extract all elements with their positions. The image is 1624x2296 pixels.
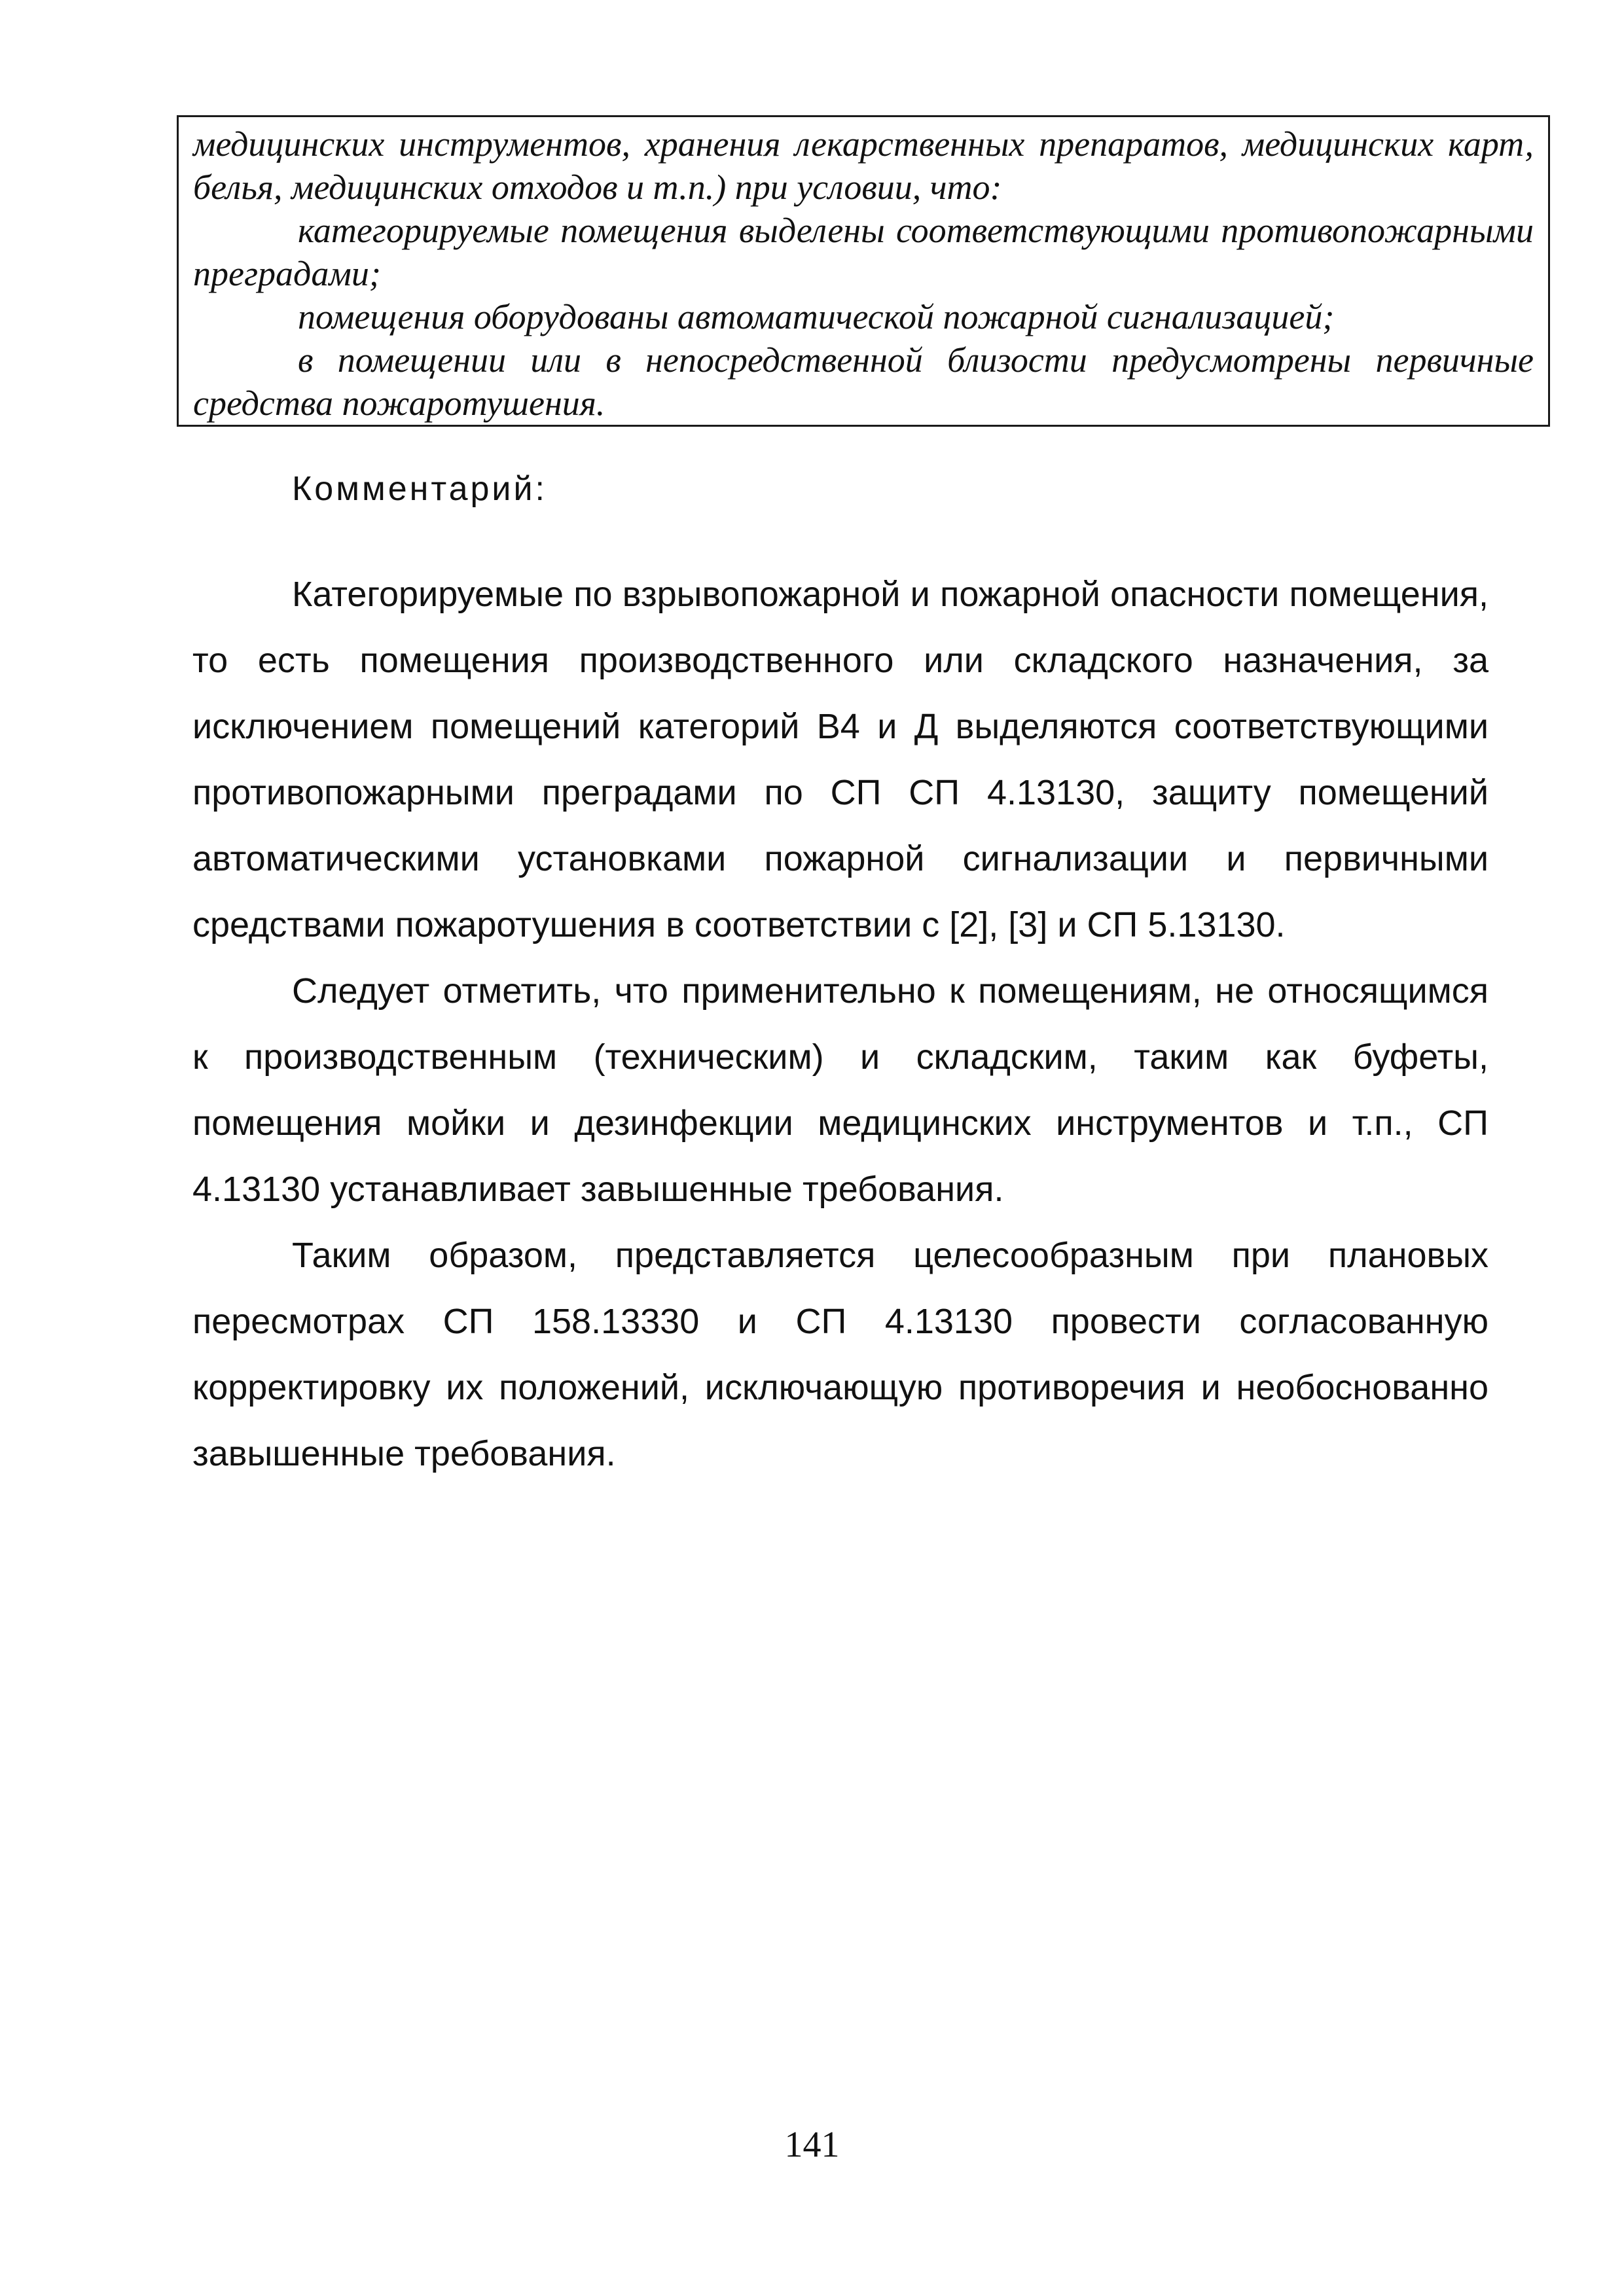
standard-excerpt-box [177, 115, 1550, 427]
excerpt-paragraph: категорируемые помещения выделены соответствующими противопожарными преградами; [193, 211, 1534, 293]
comment-paragraph: Следует отметить, что применительно к помещениям, не относящимся к производственным (техническим) и складским, таким как буфеты, помещения мойки и дезинфекции медицинских инструментов и т.п., СП 4.13130 устанавливает завышенные требования. [192, 971, 1489, 1209]
comment-body [192, 562, 1489, 1487]
excerpt-paragraph: помещения оборудованы автоматической пожарной сигнализацией; [298, 297, 1335, 336]
comment-heading: Комментарий: [292, 470, 547, 508]
comment-paragraph: Таким образом, представляется целесообразным при плановых пересмотрах СП 158.13330 и СП 4.13130 провести согласованную корректировку их положений, исключающую противоречия и необоснованно завышенные требования. [192, 1236, 1489, 1473]
excerpt-paragraph: медицинских инструментов, хранения лекарственных препаратов, медицинских карт, белья, медицинских отходов и т.п.) при условии, что: [193, 124, 1534, 207]
excerpt-paragraph: в помещении или в непосредственной близости предусмотрены первичные средства пожаротушения. [193, 340, 1534, 423]
comment-paragraph: Категорируемые по взрывопожарной и пожарной опасности помещения, то есть помещения производственного или складского назначения, за исключением помещений категорий В4 и Д выделяются соответствующими противопожарными преградами по СП СП 4.13130, защиту помещений автоматическими установками пожарной сигнализации и первичными средствами пожаротушения в соответствии с [2], [3] и СП 5.13130. [192, 575, 1489, 944]
page-number: 141 [784, 2125, 840, 2165]
